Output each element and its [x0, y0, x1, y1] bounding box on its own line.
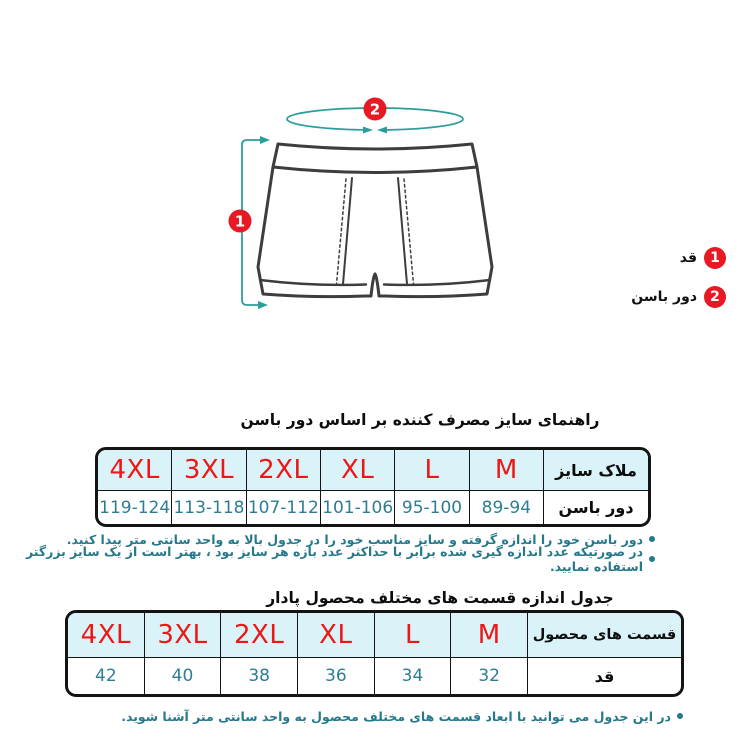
legend-badge-1: 1	[704, 247, 726, 269]
legend-item-hip	[631, 286, 726, 308]
legend-badge-2: 2	[704, 286, 726, 308]
size-header-l: L	[375, 613, 452, 658]
boxer-shorts-diagram	[200, 88, 550, 320]
product-table-note	[121, 706, 683, 726]
size-guide-notes	[0, 529, 655, 574]
size-header-2xl: 2XL	[221, 613, 298, 658]
marker-2-number: 2	[369, 100, 381, 119]
length-m: 32	[451, 658, 528, 694]
length-xl: 36	[298, 658, 375, 694]
product-parts-header: قسمت های محصول	[528, 613, 681, 658]
legend-item-height	[680, 247, 726, 269]
bullet-icon	[677, 713, 683, 719]
note-dimensions	[121, 706, 683, 726]
bullet-icon	[649, 556, 655, 562]
note-text: در این جدول می توانید با ابعاد قسمت های مختلف محصول به واحد سانتی متر آشنا شوید.	[121, 708, 671, 724]
length-2xl: 38	[221, 658, 298, 694]
boxer-shorts-outline	[258, 144, 492, 297]
size-header-4xl: 4XL	[68, 613, 145, 658]
legend-label-height: قد	[679, 250, 697, 266]
length-3xl: 40	[145, 658, 222, 694]
marker-2-badge	[364, 98, 387, 121]
hip-range-3xl: 113-118	[172, 491, 246, 524]
size-criterion-header: ملاک سایز	[544, 450, 648, 491]
size-header-l: L	[395, 450, 469, 491]
note-size-up	[0, 544, 655, 574]
note-text: در صورتیکه عدد اندازه گیری شده برابر با حداکثر عدد بازه هر سایز بود ، بهتر است از یک سایز بزرگتر استفاده نمایید.	[25, 544, 643, 574]
product-table-title: جدول اندازه قسمت های مختلف محصول پادار	[266, 589, 614, 607]
length-row-label: قد	[594, 666, 615, 686]
marker-1-number: 1	[234, 212, 246, 231]
hip-range-l: 95-100	[395, 491, 469, 524]
size-guide-title: راهنمای سایز مصرف کننده بر اساس دور باسن	[240, 411, 600, 429]
note-text: دور باسن خود را اندازه گرفته و سایز مناسب خود را در جدول بالا به واحد سانتی متر پیدا کنید.	[66, 531, 643, 547]
size-header-m: M	[451, 613, 528, 658]
hip-range-m: 89-94	[470, 491, 544, 524]
size-header-2xl: 2XL	[247, 450, 321, 491]
hip-range-2xl: 107-112	[247, 491, 321, 524]
length-4xl: 42	[68, 658, 145, 694]
hip-range-xl: 101-106	[321, 491, 395, 524]
product-parts-table	[65, 610, 684, 697]
legend-label-hip: دور باسن	[631, 289, 697, 305]
size-header-xl: XL	[321, 450, 395, 491]
size-header-3xl: 3XL	[145, 613, 222, 658]
size-header-4xl: 4XL	[98, 450, 172, 491]
length-l: 34	[375, 658, 452, 694]
hip-range-4xl: 119-124	[98, 491, 172, 524]
size-header-3xl: 3XL	[172, 450, 246, 491]
marker-1-badge	[229, 210, 252, 233]
size-header-xl: XL	[298, 613, 375, 658]
size-header-m: M	[470, 450, 544, 491]
bullet-icon	[649, 536, 655, 542]
hip-row-label: دور باسن	[558, 498, 634, 517]
size-guide-table	[95, 447, 651, 527]
